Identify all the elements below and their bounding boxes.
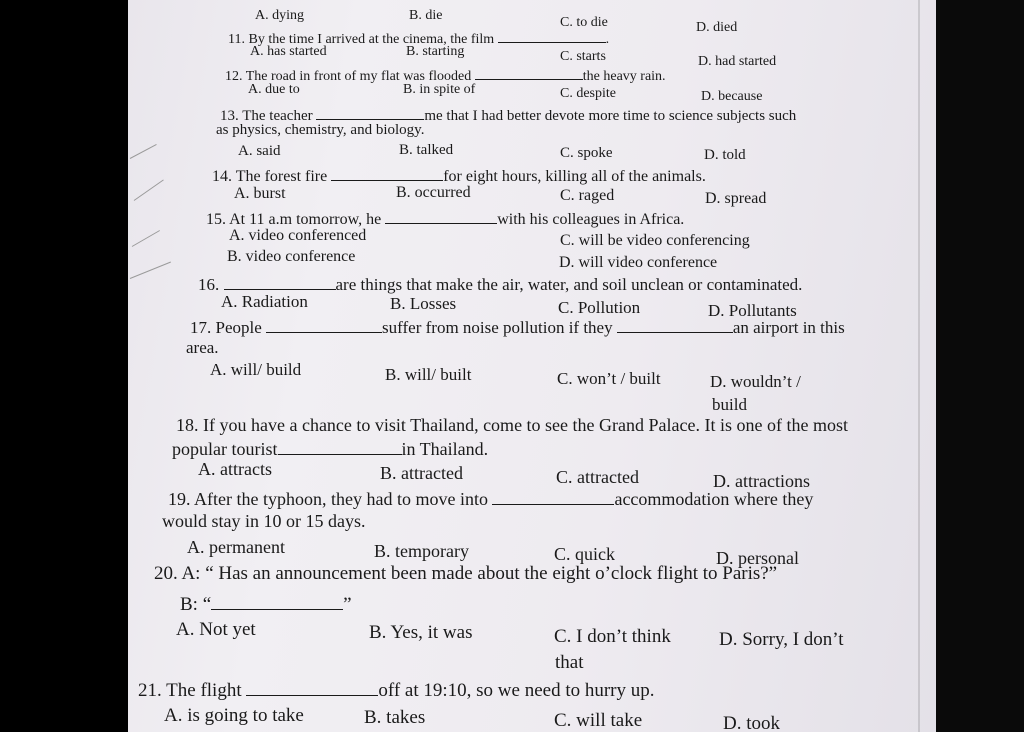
q19-end: accommodation where they — [614, 489, 814, 509]
q17-line2: area. — [186, 338, 219, 357]
q20-answer-blank — [211, 590, 343, 610]
q13-answer-blank — [316, 104, 424, 120]
pencil-mark — [134, 179, 164, 200]
q14-question — [212, 164, 706, 185]
q19-option-c: C. quick — [554, 544, 615, 564]
q20-close-quote: ” — [343, 594, 352, 615]
q21-option-b: B. takes — [364, 707, 426, 728]
q17-option-b: B. will/ built — [385, 365, 472, 384]
q10-option-a: A. dying — [255, 8, 304, 23]
q12-option-a: A. due to — [248, 82, 300, 97]
q15-option-d: D. will video conference — [559, 254, 718, 271]
q20-option-c-cont: that — [555, 652, 584, 673]
q17-option-d: D. wouldn’t / — [710, 372, 801, 391]
q17-mid: suffer from noise pollution if they — [382, 318, 613, 337]
q20-option-c: C. I don’t think — [554, 626, 671, 647]
q15-answer-blank — [385, 207, 497, 224]
q14-option-c: C. raged — [560, 187, 615, 204]
q20-response-line — [180, 590, 352, 614]
q19-stem: 19. After the typhoon, they had to move into — [168, 489, 488, 509]
q13-end: me that I had better devote more time to science subjects such — [424, 108, 797, 124]
q13-line2: as physics, chemistry, and biology. — [216, 122, 425, 138]
q21-option-a: A. is going to take — [164, 705, 304, 726]
q14-stem: 14. The forest fire — [212, 168, 328, 185]
q10-option-c: C. to die — [560, 15, 608, 30]
q12-answer-blank — [475, 65, 583, 80]
q19-line2: would stay in 10 or 15 days. — [162, 511, 366, 531]
q17-option-a: A. will/ build — [210, 360, 302, 379]
q15-end: with his colleagues in Africa. — [497, 211, 685, 228]
q16-option-b: B. Losses — [390, 294, 457, 313]
worksheet-page — [128, 0, 936, 732]
pencil-mark — [130, 262, 171, 279]
q13-option-a: A. said — [238, 143, 281, 159]
q15-option-b: B. video conference — [227, 248, 356, 265]
q11-stem: 11. By the time I arrived at the cinema, the film — [228, 32, 495, 47]
q11-option-c: C. starts — [560, 49, 606, 64]
q20-speaker-b: B: “ — [180, 594, 212, 615]
q18-option-a: A. attracts — [198, 459, 272, 479]
q13-stem: 13. The teacher — [220, 108, 313, 124]
q19-answer-blank — [492, 486, 614, 505]
q12-option-c: C. despite — [560, 86, 616, 101]
q10-option-d: D. died — [696, 20, 738, 35]
q21-option-c: C. will take — [554, 710, 643, 731]
q17-stem: 17. People — [190, 318, 262, 337]
q11-answer-blank — [498, 28, 606, 43]
q12-option-d: D. because — [701, 89, 763, 104]
q20-option-a: A. Not yet — [176, 619, 256, 640]
q15-question — [206, 207, 684, 228]
q12-option-b: B. in spite of — [403, 82, 476, 97]
q18-option-c: C. attracted — [556, 467, 639, 487]
q18-line2-start: popular tourist — [172, 439, 278, 459]
q16-question — [198, 272, 802, 293]
q11-end: . — [605, 32, 610, 47]
q14-answer-blank — [331, 164, 443, 181]
pencil-mark — [130, 144, 157, 159]
q21-answer-blank — [246, 676, 378, 696]
q20-option-d: D. Sorry, I don’t — [719, 629, 844, 650]
q19-question — [168, 486, 813, 508]
q13-option-d: D. told — [704, 147, 746, 163]
q20-option-b: B. Yes, it was — [369, 622, 473, 643]
pencil-mark — [132, 230, 160, 247]
q18-question: 18. If you have a chance to visit Thailand, come to see the Grand Palace. It is one of the most — [176, 415, 848, 435]
q14-option-d: D. spread — [705, 190, 767, 207]
q14-option-a: A. burst — [234, 185, 286, 202]
q16-stem: 16. — [198, 275, 220, 294]
q18-answer-blank — [278, 436, 402, 455]
q15-option-a: A. video conferenced — [229, 227, 367, 244]
q21-question — [138, 676, 655, 700]
q11-option-d: D. had started — [698, 54, 777, 69]
q16-option-a: A. Radiation — [221, 292, 308, 311]
q13-question — [220, 104, 796, 124]
q17-option-c: C. won’t / built — [557, 369, 661, 388]
q17-option-d-cont: build — [712, 395, 747, 414]
q21-end: off at 19:10, so we need to hurry up. — [378, 680, 655, 701]
q13-option-c: C. spoke — [560, 145, 613, 161]
q17-answer-blank-2 — [617, 315, 733, 333]
q10-option-b: B. die — [409, 8, 443, 23]
q17-end: an airport in this — [732, 318, 845, 337]
q16-option-c: C. Pollution — [558, 298, 641, 317]
q21-stem: 21. The flight — [138, 680, 242, 701]
q12-end: the heavy rain. — [582, 69, 666, 84]
q18-line2 — [172, 436, 488, 458]
q19-option-d: D. personal — [716, 548, 799, 568]
q11-option-a: A. has started — [250, 44, 327, 59]
q19-option-a: A. permanent — [187, 537, 285, 557]
q17-answer-blank-1 — [266, 315, 382, 333]
page-edge-shadow — [918, 0, 920, 732]
q16-answer-blank — [224, 272, 336, 290]
q15-option-c: C. will be video conferencing — [560, 232, 750, 249]
q15-stem: 15. At 11 a.m tomorrow, he — [206, 211, 382, 228]
dark-background — [936, 0, 1024, 732]
q18-option-b: B. attracted — [380, 463, 463, 483]
q16-option-d: D. Pollutants — [708, 301, 797, 320]
q20-question: 20. A: “ Has an announcement been made about the eight o’clock flight to Paris?” — [154, 563, 778, 584]
q12-stem: 12. The road in front of my flat was flooded — [225, 69, 472, 84]
q19-option-b: B. temporary — [374, 541, 469, 561]
q14-end: for eight hours, killing all of the animals. — [443, 168, 706, 185]
q18-line2-end: in Thailand. — [401, 439, 489, 459]
q11-option-b: B. starting — [406, 44, 465, 59]
q17-question — [190, 315, 845, 336]
q18-option-d: D. attractions — [713, 471, 810, 491]
q16-end: are things that make the air, water, and soil unclean or contaminated. — [335, 275, 803, 294]
q14-option-b: B. occurred — [396, 184, 471, 201]
q21-option-d: D. took — [723, 713, 780, 732]
q13-option-b: B. talked — [399, 142, 454, 158]
